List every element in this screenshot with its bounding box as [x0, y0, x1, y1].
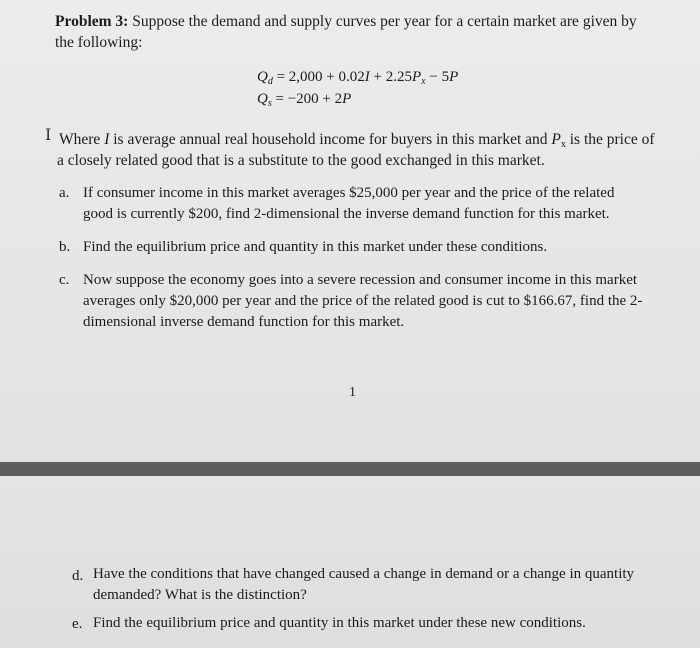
- page-divider: [0, 462, 700, 476]
- intro-line-1: Suppose the demand and supply curves per year for a certain market are given by: [132, 13, 637, 30]
- part-c-text: Now suppose the economy goes into a severe recession and consumer income in this market averages only $20,000 per year and the price of the related good is cut to $166.67, find the 2- dimensional inverse demand function for this market.: [83, 272, 643, 330]
- problem-heading: Problem 3:: [55, 13, 129, 30]
- problem-intro: [55, 11, 637, 53]
- part-d-text: Have the conditions that have changed caused a change in demand or a change in quantity demanded? What is the distinction?: [93, 566, 635, 603]
- demand-equation: $Q_d = 2,000 + 0.02I + 2.25P_x - 5P$: [257, 69, 459, 87]
- text-cursor-icon: I: [45, 125, 52, 144]
- page-number: 1: [349, 385, 356, 400]
- part-e-marker: e.: [72, 616, 83, 632]
- part-a-marker: a.: [59, 185, 70, 201]
- part-b-text: Find the equilibrium price and quantity in this market under these conditions.: [83, 239, 548, 255]
- part-d-marker: d.: [72, 568, 84, 584]
- part-a-text: If consumer income in this market averages $25,000 per year and the price of the related good is currently $200, find 2-dimensional the inverse demand function for this market.: [83, 185, 615, 222]
- where-paragraph: Where I is average annual real household income for buyers in this market and $P_x$ is the price of a closely related good that is a substitute to the good exchanged in this market.: [57, 131, 655, 169]
- part-e-text: Find the equilibrium price and quantity in this market under these new conditions.: [93, 615, 586, 631]
- intro-line-2: the following:: [55, 34, 143, 51]
- supply-equation: $Q_s = -200 + 2P$: [257, 91, 352, 109]
- part-b-marker: b.: [59, 239, 71, 255]
- part-c-marker: c.: [59, 272, 70, 288]
